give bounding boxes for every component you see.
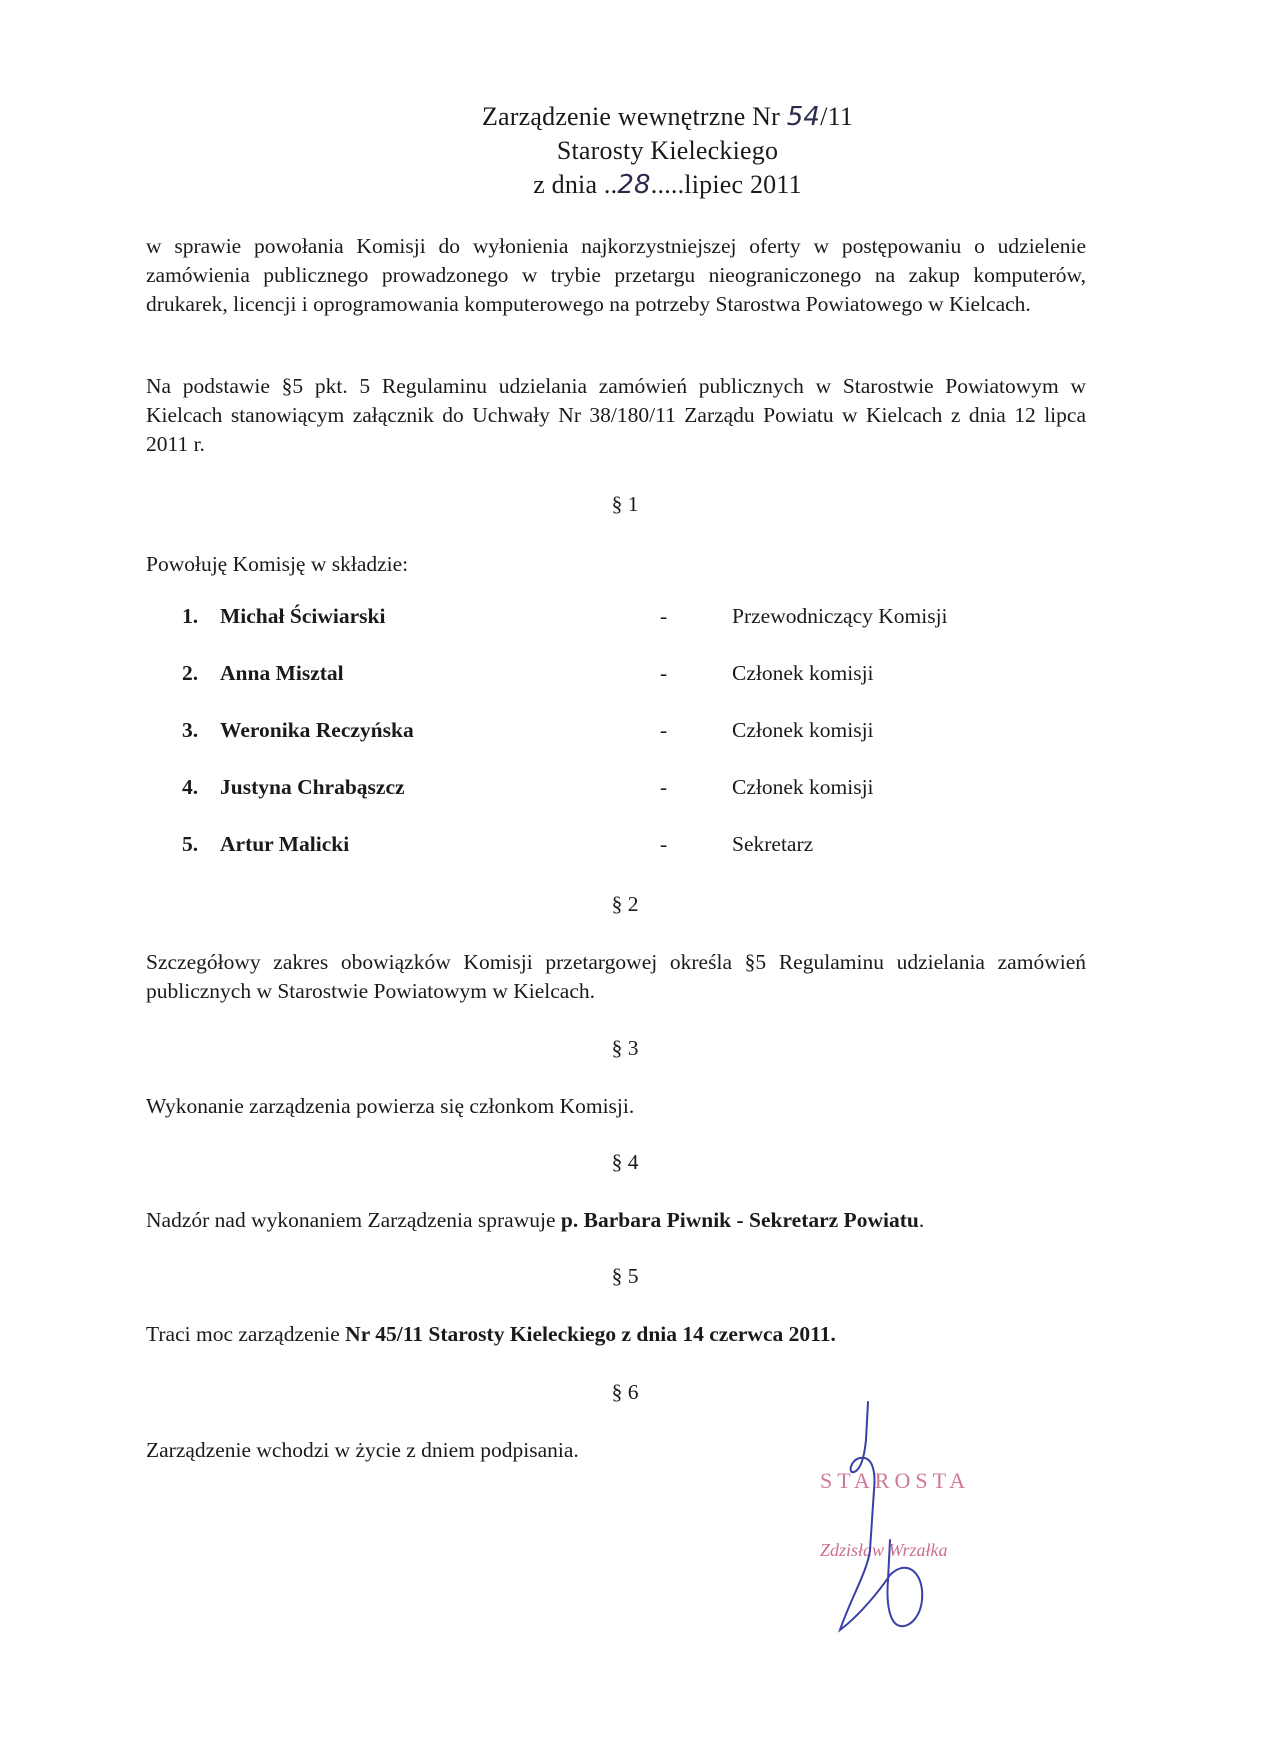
section-2-text: Szczegółowy zakres obowiązków Komisji przetargowej określa §5 Regulaminu udzielania zamówień publicznych w Starostwie Powiatowym w Kielcach.: [146, 950, 1086, 1003]
handwritten-day: 28: [617, 170, 651, 200]
member-dash: -: [660, 604, 668, 628]
section-1-heading: § 1: [611, 492, 639, 516]
section-4-heading: § 4: [611, 1150, 639, 1174]
section-5-text: [146, 1320, 1086, 1349]
section-4-text: [146, 1206, 1086, 1235]
header-title-prefix: Zarządzenie wewnętrzne Nr: [481, 102, 787, 131]
member-number: 2.: [182, 661, 199, 685]
section-4-text-prefix: Nadzór nad wykonaniem Zarządzenia sprawuje: [146, 1208, 561, 1232]
member-name: Artur Malicki: [220, 832, 350, 856]
member-name: Anna Misztal: [220, 661, 344, 685]
member-dash: -: [660, 661, 668, 685]
header-title-suffix: /11: [820, 102, 854, 131]
header-title-line: [60, 100, 1275, 134]
member-number: 1.: [182, 604, 199, 628]
section-4-text-bold: p. Barbara Piwnik - Sekretarz Powiatu: [560, 1208, 919, 1232]
section-5-text-bold: Nr 45/11 Starosty Kieleckiego z dnia 14 czerwca 2011.: [345, 1322, 836, 1346]
signature-graphic: [820, 1400, 980, 1640]
section-6-text: Zarządzenie wchodzi w życie z dniem podpisania.: [146, 1438, 579, 1462]
header-date-prefix: z dnia ..: [533, 170, 618, 199]
section-5-heading: § 5: [611, 1264, 639, 1288]
section-6-heading: § 6: [611, 1380, 639, 1404]
list-item: [182, 718, 1082, 748]
document-header: [0, 100, 1275, 202]
member-number: 5.: [182, 832, 199, 856]
member-name: Justyna Chrabąszcz: [220, 775, 405, 799]
section-2-heading: § 2: [611, 892, 639, 916]
list-item: [182, 832, 1082, 862]
header-date-suffix: .....lipiec 2011: [650, 170, 802, 199]
section-5-text-prefix: Traci moc zarządzenie: [146, 1322, 346, 1346]
committee-intro: Powołuję Komisję w składzie:: [146, 552, 409, 576]
stamp-name: Zdzisław Wrzałka: [820, 1540, 948, 1560]
member-number: 3.: [182, 718, 199, 742]
handwritten-number: 54: [786, 102, 821, 132]
member-role: Członek komisji: [732, 718, 874, 742]
member-number: 4.: [182, 775, 199, 799]
subject-paragraph: w sprawie powołania Komisji do wyłonienia najkorzystniejszej oferty w postępowaniu o udzielenie zamówienia publicznego prowadzonego w trybie przetargu nieograniczonego na zakup komputerów, drukarek, licencji i oprogramowania komputerowego na potrzeby Starostwa Powiatowego w Kielcach.: [146, 234, 1086, 316]
list-item: [182, 661, 1082, 691]
member-name: Weronika Reczyńska: [220, 718, 414, 742]
section-3-heading: § 3: [611, 1036, 639, 1060]
header-date-line: [60, 168, 1275, 202]
list-item: [182, 604, 1082, 634]
member-dash: -: [660, 775, 668, 799]
section-4-text-suffix: .: [918, 1208, 925, 1232]
member-role: Przewodniczący Komisji: [732, 604, 948, 628]
legal-basis-paragraph: Na podstawie §5 pkt. 5 Regulaminu udzielania zamówień publicznych w Starostwie Powiatowym w Kielcach stanowiącym załącznik do Uchwały Nr 38/180/11 Zarządu Powiatu w Kielcach z dnia 12 lipca 2011 r.: [146, 374, 1086, 456]
member-role: Członek komisji: [732, 661, 874, 685]
signature-stroke: [840, 1402, 922, 1630]
header-issuer: Starosty Kieleckiego: [556, 136, 779, 165]
stamp-title: STAROSTA: [820, 1468, 971, 1493]
member-dash: -: [660, 718, 668, 742]
member-dash: -: [660, 832, 668, 856]
member-role: Członek komisji: [732, 775, 874, 799]
member-role: Sekretarz: [732, 832, 814, 856]
member-name: Michał Ściwiarski: [220, 604, 386, 628]
list-item: [182, 775, 1082, 805]
section-3-text: Wykonanie zarządzenia powierza się członkom Komisji.: [146, 1094, 635, 1118]
